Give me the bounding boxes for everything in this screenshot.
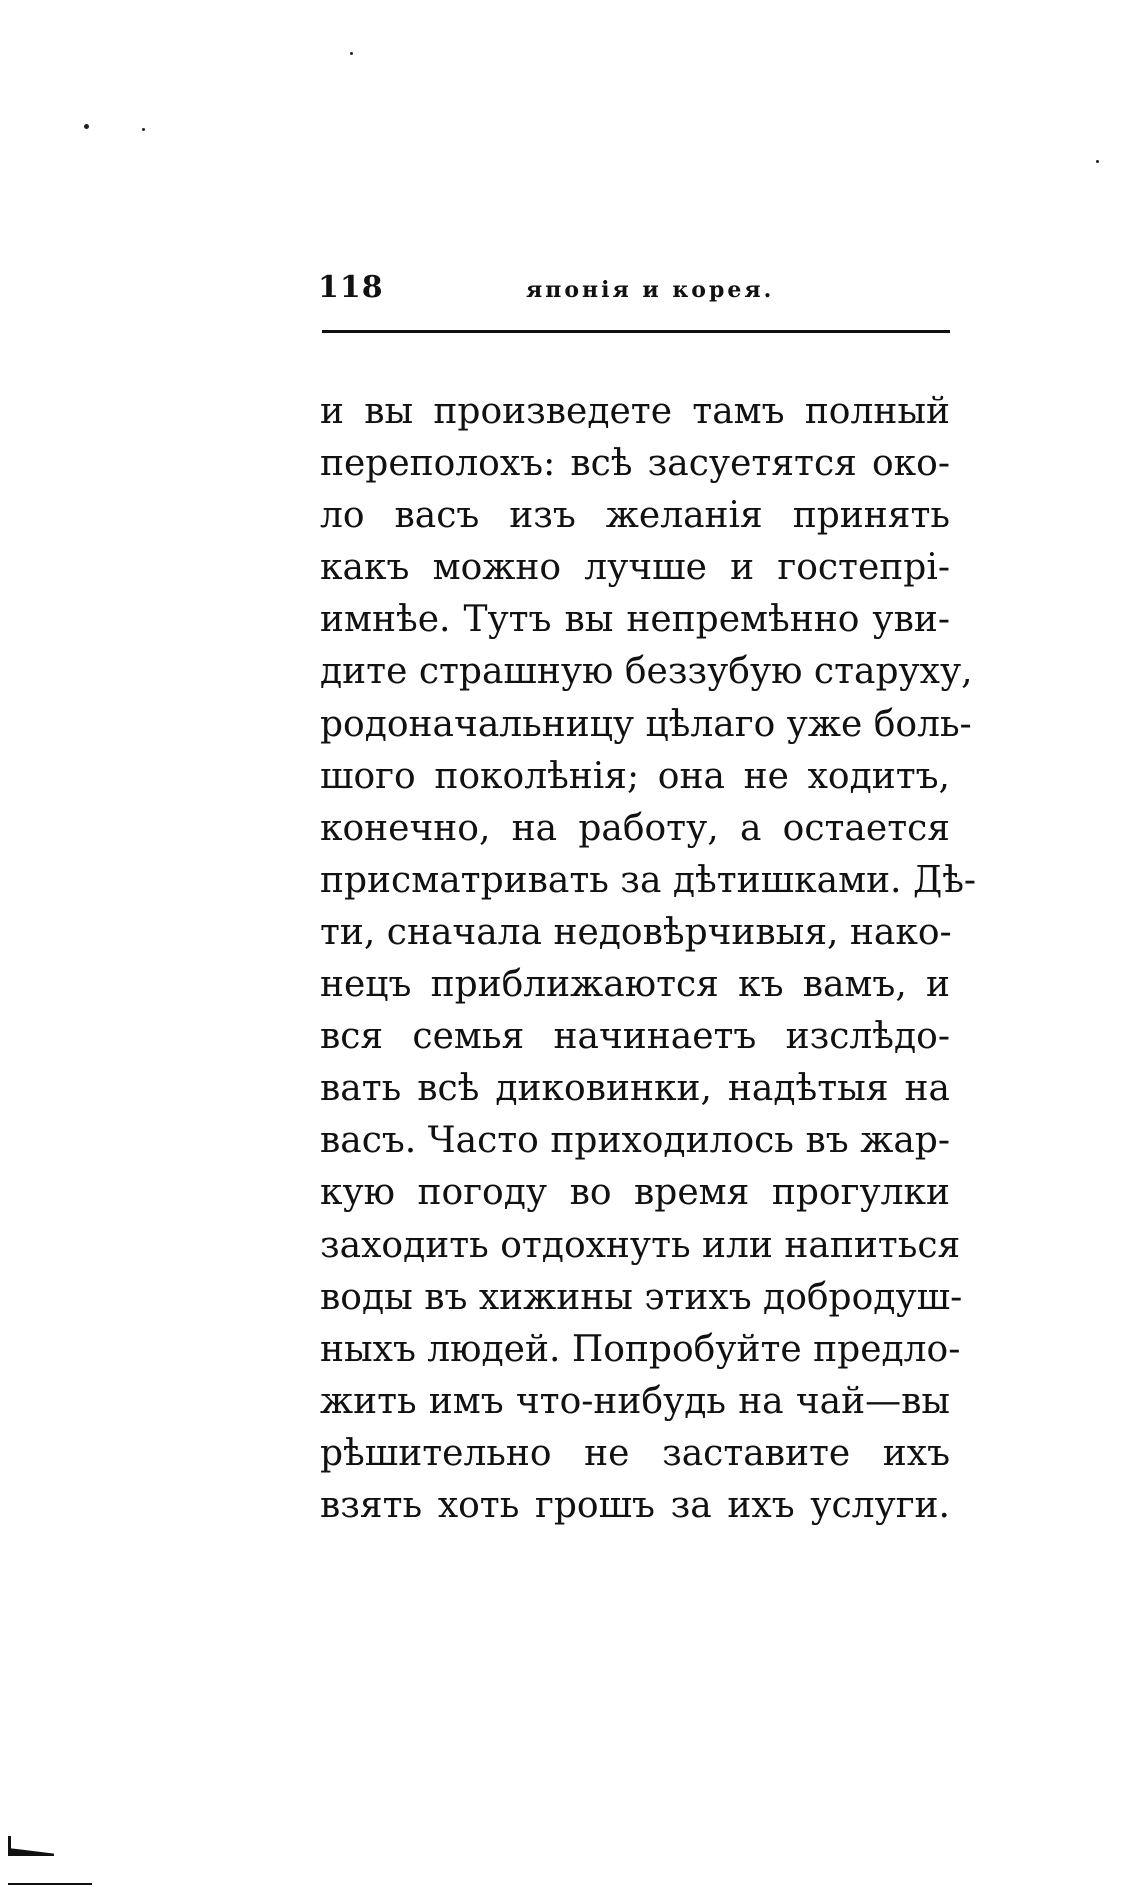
text-line: присматривать за дѣтишками. Дѣ- [320,859,977,901]
text-line: родоначальницу цѣлаго уже боль- [320,703,972,745]
text-line: конечно, на работу, а остается [320,807,950,849]
scan-margin-mark [8,1848,54,1856]
text-line: имнѣе. Тутъ вы непремѣнно уви- [320,599,950,641]
text-line: ныхъ людей. Попробуйте предло- [320,1328,961,1370]
text-line: вся семья начинаетъ изслѣдо- [320,1016,950,1058]
text-line: вать всѣ диковинки, надѣтыя на [320,1068,950,1110]
scan-speck [1096,160,1099,163]
header-rule [322,330,950,333]
scan-speck [84,124,89,129]
text-line: васъ. Часто приходилось въ жар- [320,1120,950,1162]
text-line: какъ можно лучше и гостепрі- [320,547,950,589]
text-line: ти, сначала недовѣрчивыя, нако- [320,911,952,953]
text-line: нецъ приближаются къ вамъ, и [320,964,950,1006]
body-text [320,386,977,1532]
text-line: заходить отдохнуть или напиться [320,1224,961,1266]
text-line: кую погоду во время прогулки [320,1172,950,1214]
page-number: 118 [318,270,384,305]
scan-speck [142,128,145,131]
text-line: рѣшительно не заставите ихъ [320,1432,950,1474]
running-head: японія и корея. [526,277,775,303]
scan-speck [350,52,353,55]
text-line: воды въ хижины этихъ добродуш- [320,1276,963,1318]
text-line: ло васъ изъ желанія принять [320,495,950,537]
page-header [318,268,950,308]
text-line: и вы произведете тамъ полный [320,391,950,432]
text-line: переполохъ: всѣ засуетятся око- [320,443,950,485]
scan-margin-rule [8,1883,92,1885]
text-line: жить имъ что-нибудь на чай—вы [320,1380,950,1422]
text-line: дите страшную беззубую старуху, [320,651,973,693]
text-line: шого поколѣнія; она не ходитъ, [320,755,950,797]
text-line: взять хоть грошъ за ихъ услуги. [320,1484,950,1526]
